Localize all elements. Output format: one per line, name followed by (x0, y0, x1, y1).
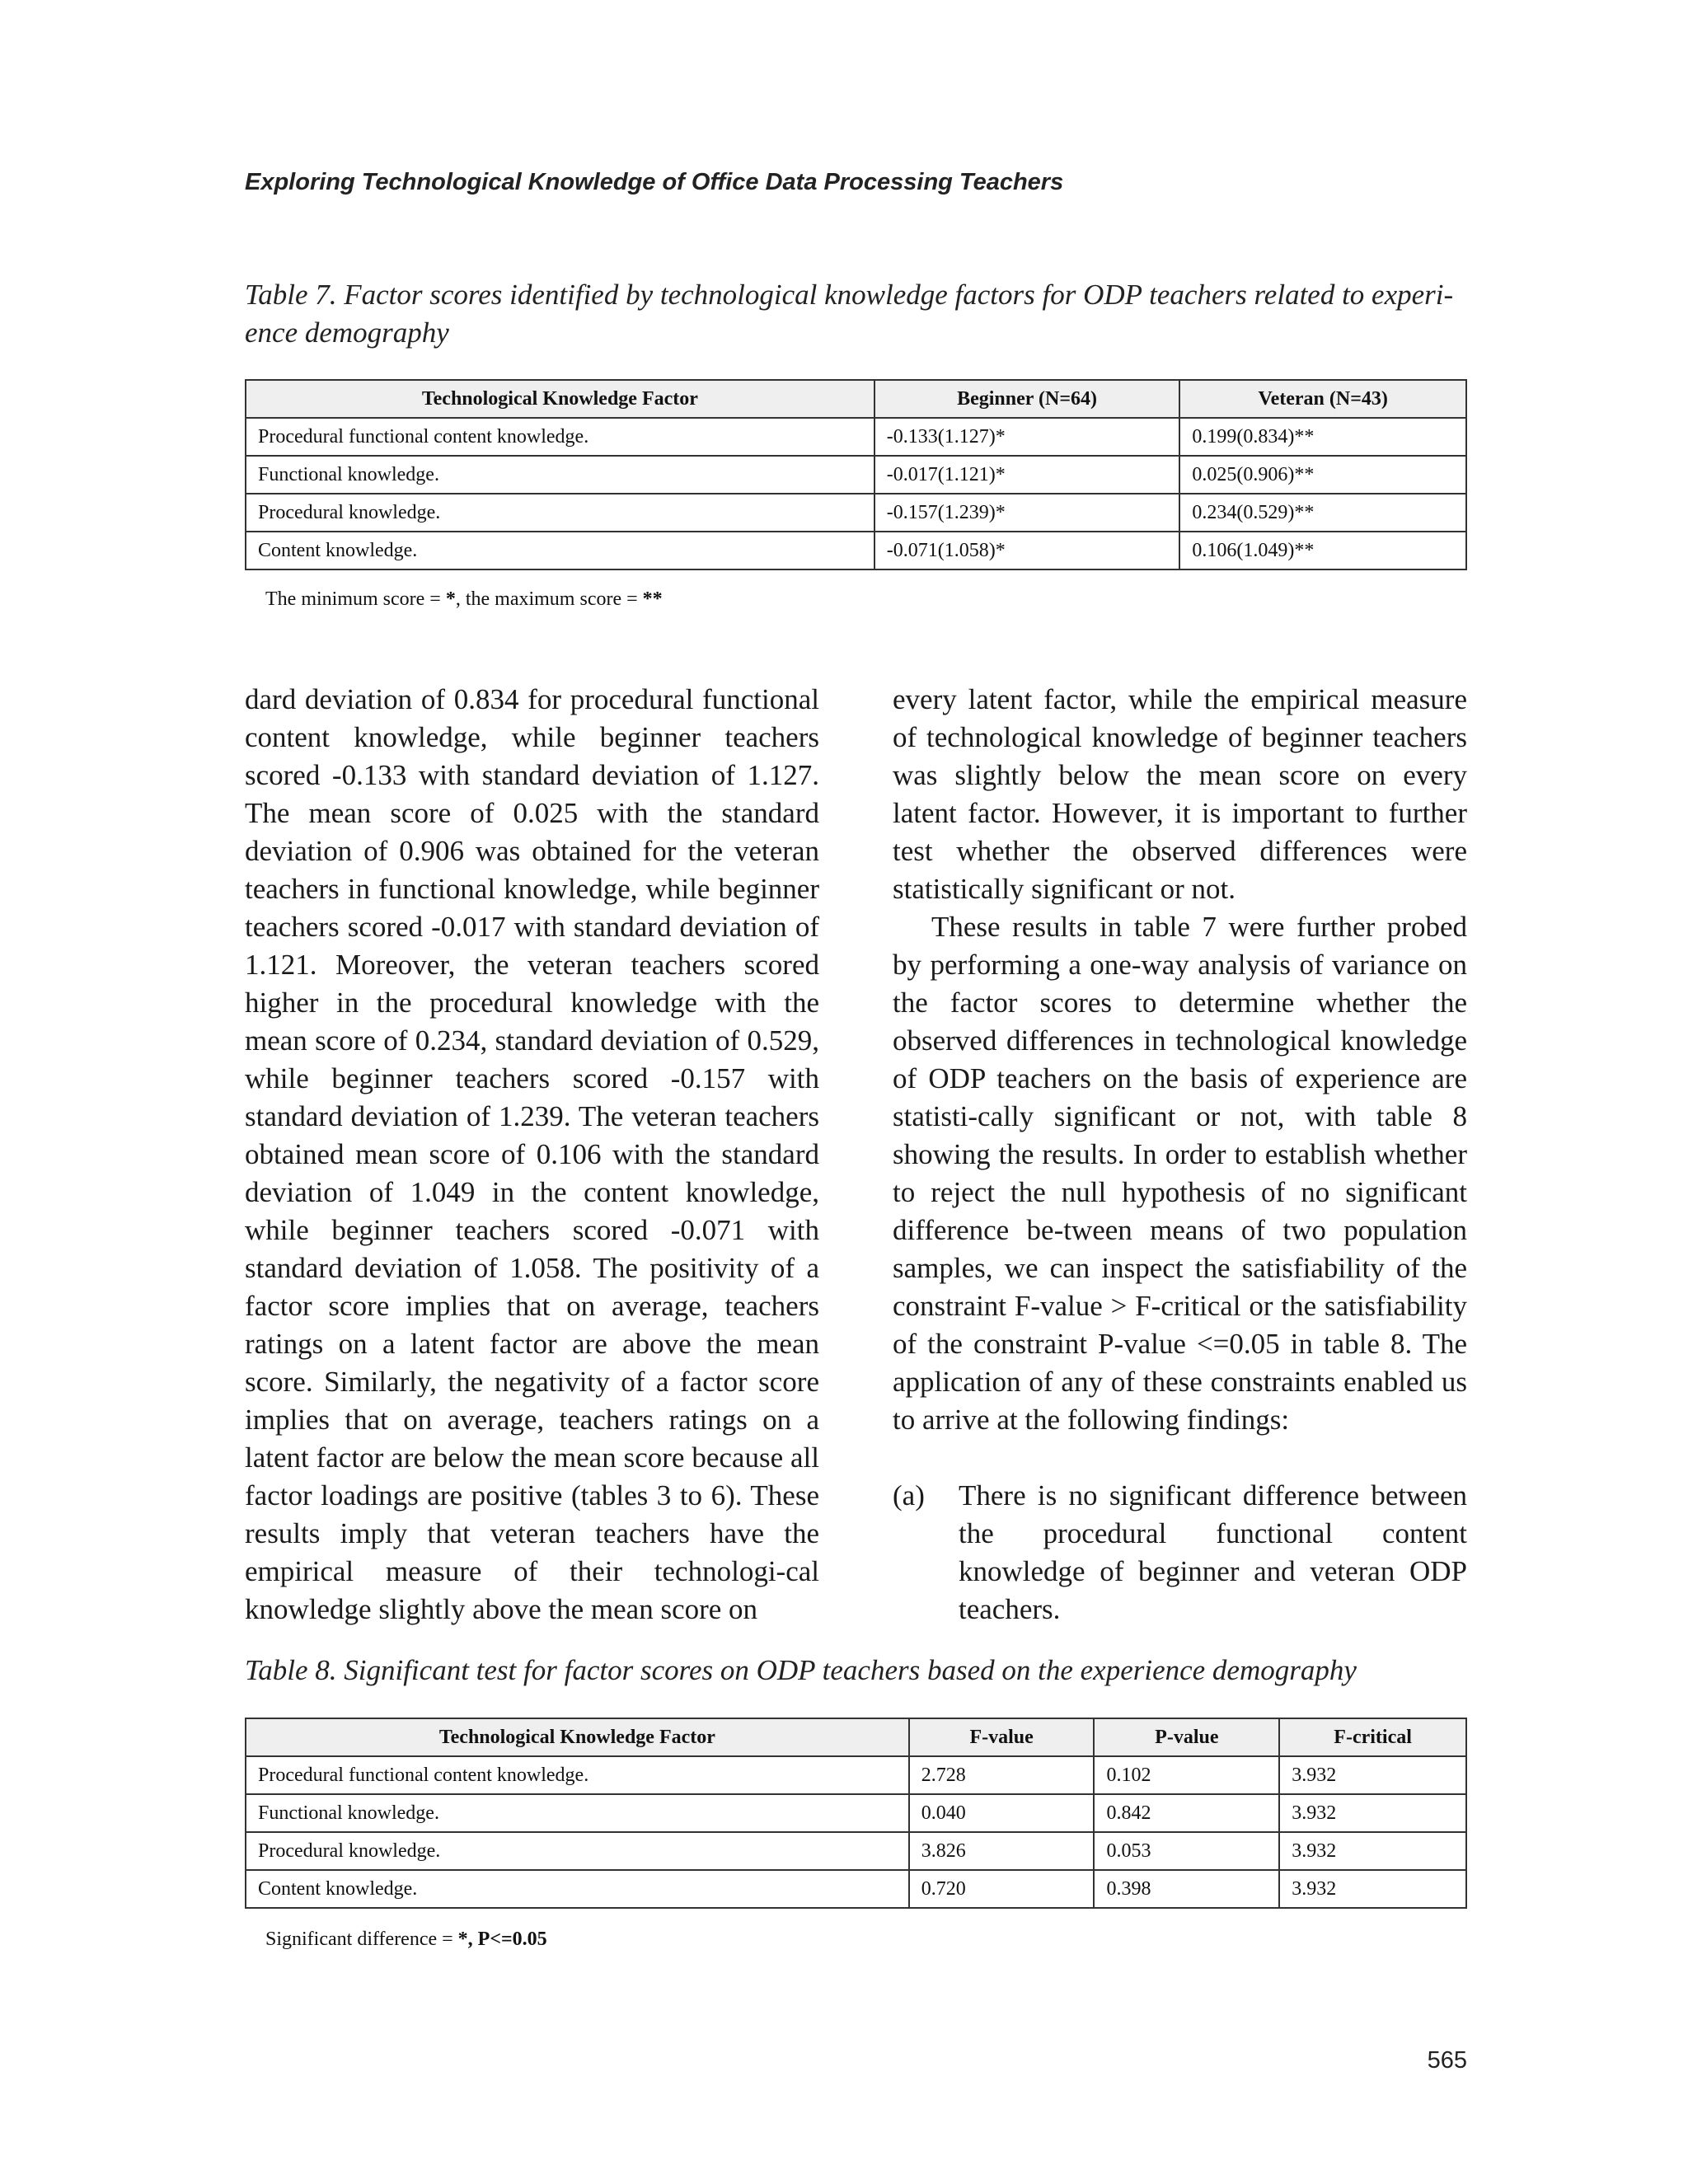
table7 (245, 379, 1467, 570)
table-cell: Procedural knowledge. (246, 1832, 909, 1870)
table-cell: Procedural knowledge. (246, 494, 874, 532)
body-paragraph: dard deviation of 0.834 for procedural functional content knowledge, while beginner teachers scored -0.133 with standard deviation of 1.127. The mean score of 0.025 with the standard deviation of 0.906 was obtained for the veteran teachers in functional knowledge, while beginner teachers scored -0.017 with standard deviation of 1.121. Moreover, the veteran teachers scored higher in the procedural knowledge with the mean score of 0.234, standard deviation of 0.529, while beginner teachers scored -0.157 with standard deviation of 1.239. The veteran teachers obtained mean score of 0.106 with the standard deviation of 1.049 in the content knowledge, while beginner teachers scored -0.071 with standard deviation of 1.058. The positivity of a factor score implies that on average, teachers ratings on a latent factor are above the mean score. Similarly, the negativity of a factor score implies that on average, teachers ratings on a latent factor are below the mean score because all factor loadings are positive (tables 3 to 6). These results imply that veteran teachers have the empirical measure of their technologi-cal knowledge slightly above the mean score on (245, 683, 819, 1625)
table-cell: 0.040 (909, 1794, 1095, 1832)
page-number: 565 (1427, 2047, 1467, 2074)
table-cell: 0.720 (909, 1870, 1095, 1908)
table-cell: -0.157(1.239)* (874, 494, 1180, 532)
note-star: ** (642, 588, 663, 610)
note-text: , the maximum score = (455, 588, 643, 610)
table7-note (265, 588, 663, 611)
column-header: F-critical (1279, 1718, 1466, 1756)
table-cell: -0.133(1.127)* (874, 418, 1180, 456)
table8-note (265, 1929, 547, 1951)
column-header: Veteran (N=43) (1179, 380, 1466, 418)
column-header: P-value (1094, 1718, 1279, 1756)
table-cell: 0.106(1.049)** (1179, 532, 1466, 569)
column-header: Technological Knowledge Factor (246, 380, 874, 418)
table-cell: 3.932 (1279, 1794, 1466, 1832)
running-head: Exploring Technological Knowledge of Office Data Processing Teachers (245, 169, 1064, 195)
table8-caption: Table 8. Significant test for factor scores on ODP teachers based on the experience demography (245, 1654, 1357, 1686)
note-star: * (445, 588, 456, 610)
table-cell: 0.234(0.529)** (1179, 494, 1466, 532)
table-row (246, 1870, 1466, 1908)
table-cell: 0.102 (1094, 1756, 1279, 1794)
table-cell: 3.932 (1279, 1756, 1466, 1794)
table-cell: 2.728 (909, 1756, 1095, 1794)
list-item (893, 1477, 1467, 1629)
table-header-row (246, 1718, 1466, 1756)
table-row (246, 456, 1466, 494)
note-significance: *, P<=0.05 (457, 1929, 547, 1950)
table-cell: 3.826 (909, 1832, 1095, 1870)
column-header: Beginner (N=64) (874, 380, 1180, 418)
table8 (245, 1718, 1467, 1909)
right-column (893, 681, 1467, 1629)
table-cell: 3.932 (1279, 1832, 1466, 1870)
table-cell: Functional knowledge. (246, 456, 874, 494)
list-item-text: There is no significant difference between the procedural functional content knowledge of beginner and veteran ODP teachers. (959, 1479, 1467, 1625)
left-column (245, 681, 819, 1629)
note-text: The minimum score = (265, 588, 446, 610)
table-header-row (246, 380, 1466, 418)
column-header: Technological Knowledge Factor (246, 1718, 909, 1756)
body-paragraph: These results in table 7 were further probed by performing a one-way analysis of variance on the factor scores to determine whether the observed differences in technological knowledge of ODP teachers on the basis of experience are statisti-cally significant or not, with table 8 showing the results. In order to establish whether to reject the null hypothesis of no significant difference be-tween means of two population samples, we can inspect the satisfiability of the constraint F-value > F-critical or the satisfiability of the constraint P-value <=0.05 in table 8. The application of any of these constraints enabled us to arrive at the following findings: (893, 911, 1467, 1436)
table-cell: Content knowledge. (246, 1870, 909, 1908)
table-row (246, 494, 1466, 532)
table-cell: Functional knowledge. (246, 1794, 909, 1832)
table-row (246, 418, 1466, 456)
table-row (246, 1756, 1466, 1794)
column-header: F-value (909, 1718, 1095, 1756)
table7-caption: Table 7. Factor scores identified by technological knowledge factors for ODP teachers related to experi-ence demography (245, 279, 1454, 349)
list-item-label: (a) (893, 1479, 925, 1511)
table-cell: 0.025(0.906)** (1179, 456, 1466, 494)
body-paragraph: every latent factor, while the empirical measure of technological knowledge of beginner teachers was slightly below the mean score on every latent factor. However, it is important to further test whether the observed differences were statistically significant or not. (893, 683, 1467, 905)
table-cell: Procedural functional content knowledge. (246, 418, 874, 456)
table-cell: Content knowledge. (246, 532, 874, 569)
table-cell: -0.071(1.058)* (874, 532, 1180, 569)
table-cell: Procedural functional content knowledge. (246, 1756, 909, 1794)
note-text: Significant difference = (265, 1929, 458, 1950)
table-cell: 3.932 (1279, 1870, 1466, 1908)
table-row (246, 1794, 1466, 1832)
table-cell: 0.398 (1094, 1870, 1279, 1908)
table-row (246, 1832, 1466, 1870)
table-cell: 0.199(0.834)** (1179, 418, 1466, 456)
table-cell: 0.842 (1094, 1794, 1279, 1832)
table-cell: 0.053 (1094, 1832, 1279, 1870)
table-cell: -0.017(1.121)* (874, 456, 1180, 494)
table-row (246, 532, 1466, 569)
